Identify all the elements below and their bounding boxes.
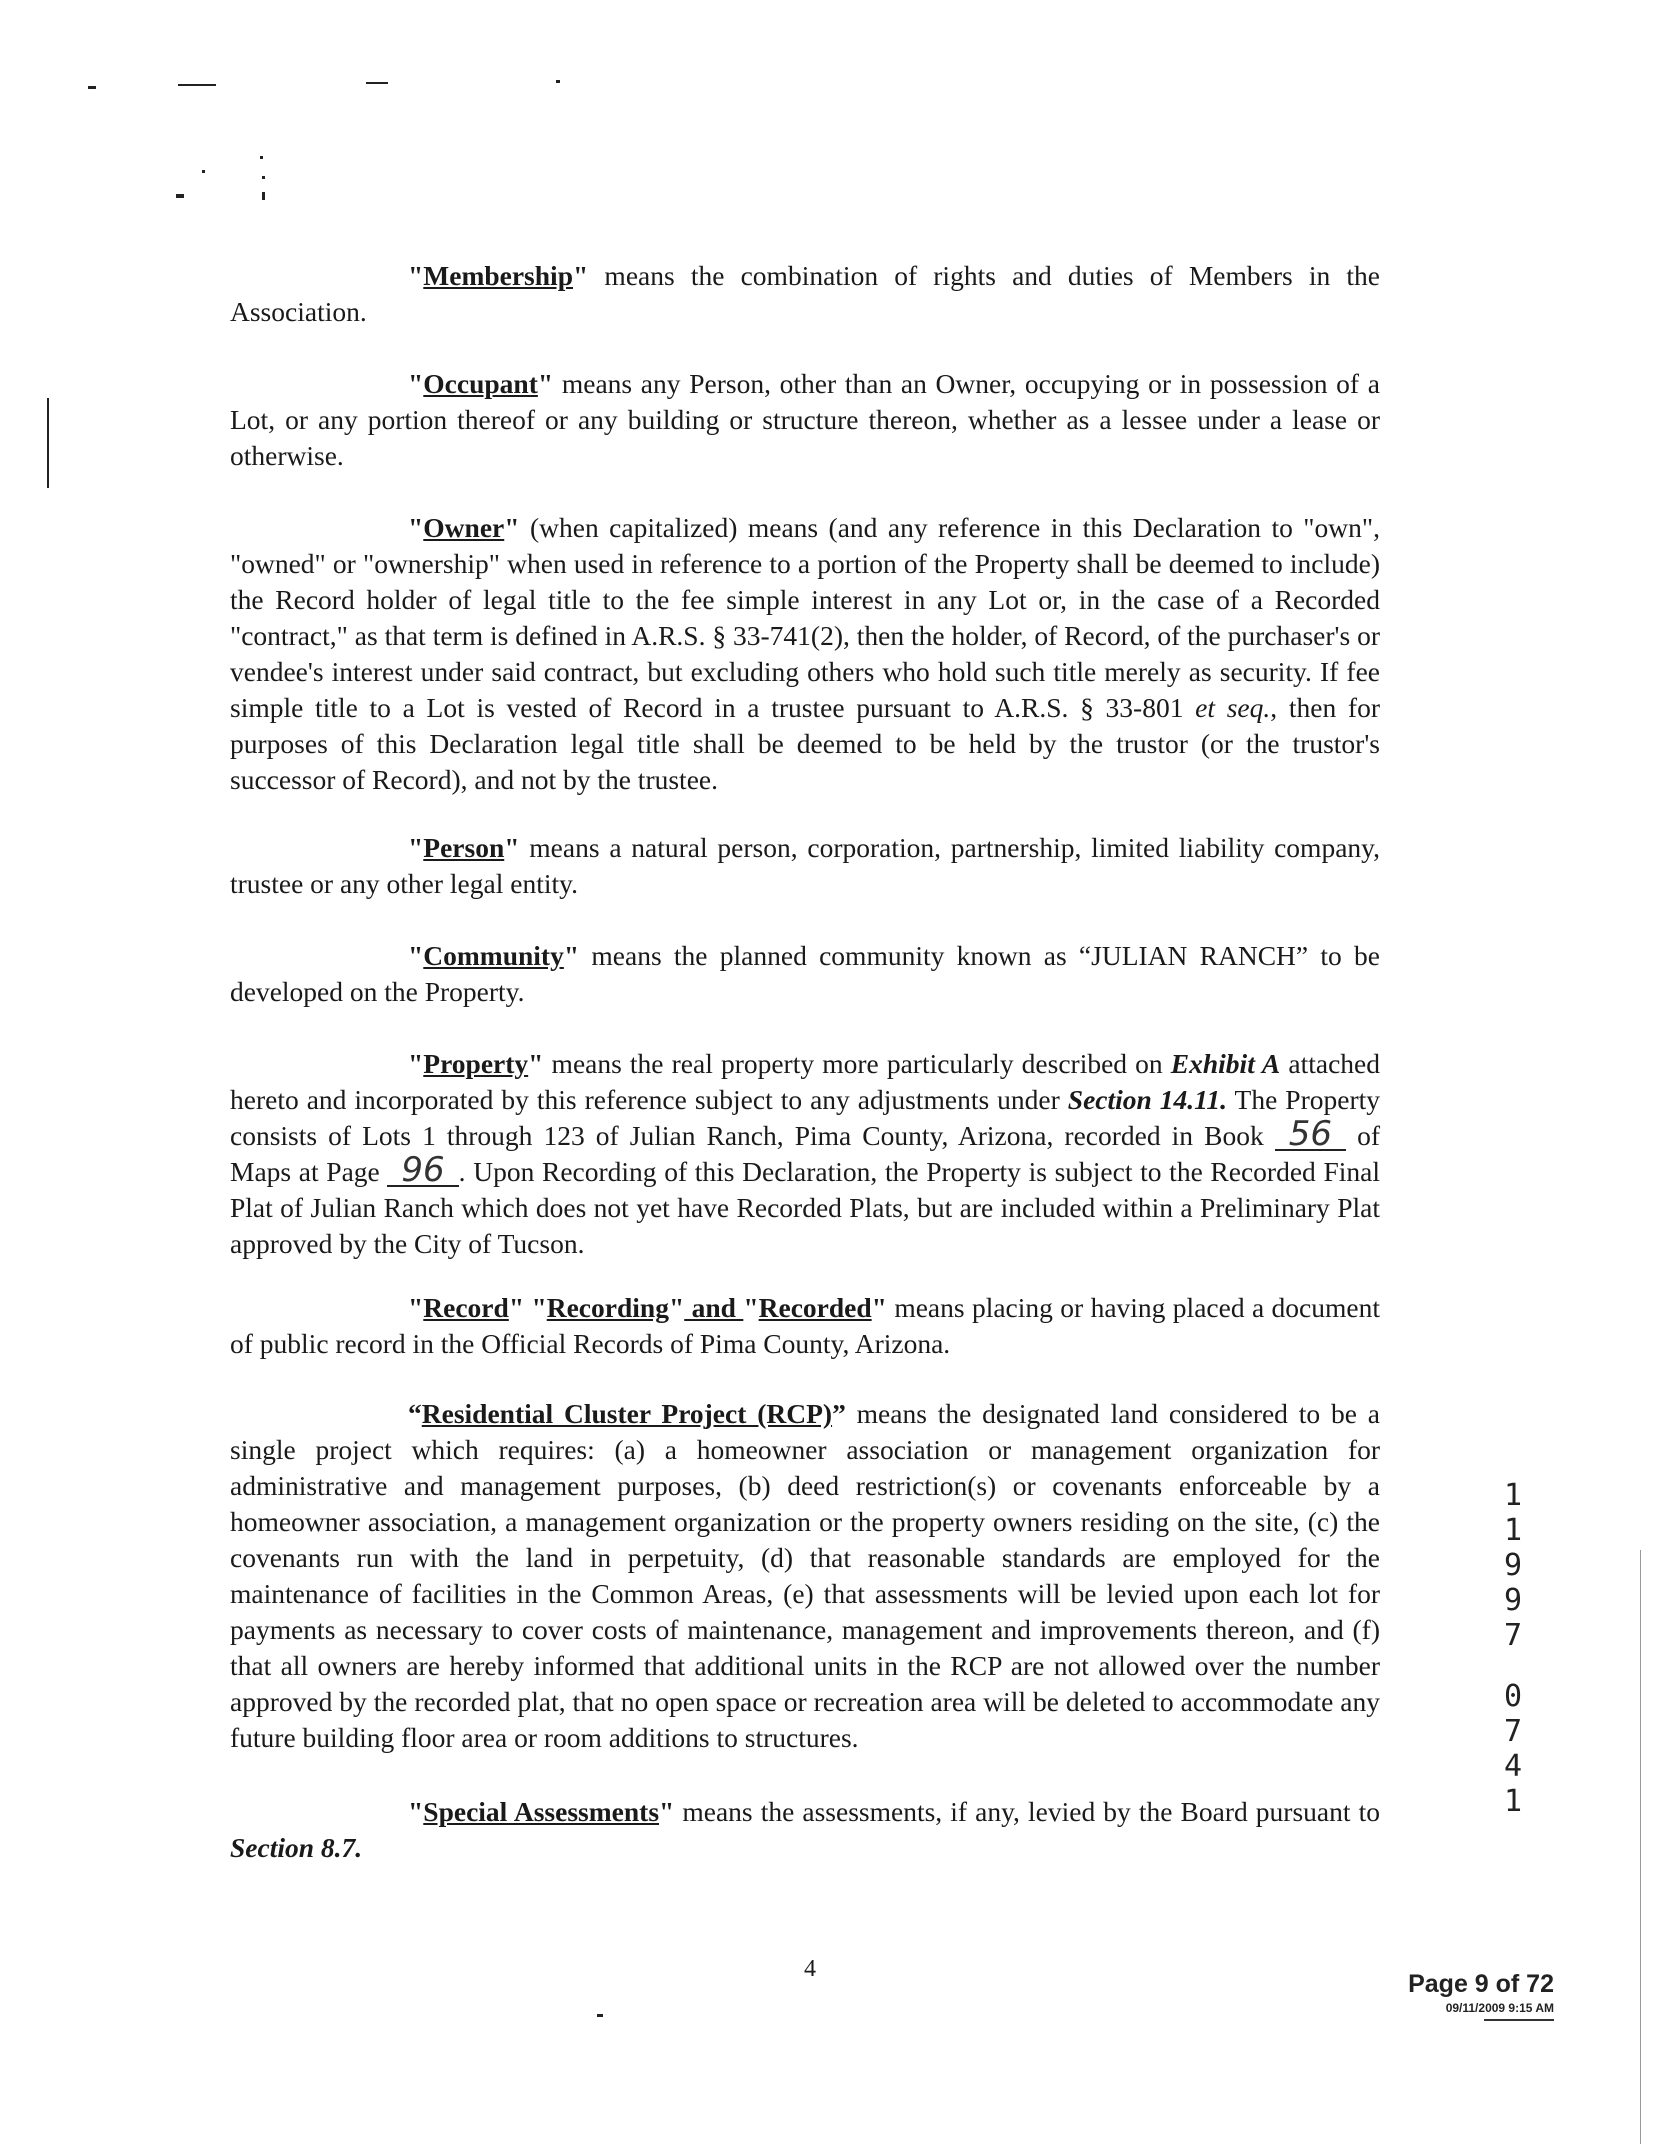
definition-community: "Community" means the planned community known as “JULIAN RANCH” to be developed on the Property.: [230, 940, 1380, 1007]
term-rcp: Residential Cluster Project (RCP): [421, 1398, 833, 1429]
stamp-page-count: Page 9 of 72: [1408, 1970, 1554, 1998]
definition-record: "Record" "Recording" and "Recorded" means placing or having placed a document of public record in the Official Records of Pima County, Arizona.: [230, 1292, 1380, 1359]
recording-number-vertical: 1 1 9 9 7 0 7 4 1: [1503, 1478, 1523, 1819]
handwritten-book-number: 56: [1275, 1119, 1346, 1151]
definition-person: "Person" means a natural person, corporation, partnership, limited liability company, trustee or any other legal entity.: [230, 832, 1380, 899]
term-property: Property: [423, 1048, 529, 1079]
scan-artifact: [556, 80, 560, 83]
scan-artifact: [366, 82, 388, 84]
term-owner: Owner: [423, 512, 505, 543]
term-occupant: Occupant: [423, 368, 538, 399]
term-recording: Recording: [546, 1292, 669, 1323]
definition-occupant: "Occupant" means any Person, other than an Owner, occupying or in possession of a Lot, or any portion thereof or any building or structure thereon, whether as a lessee under a lease or otherwise.: [230, 368, 1380, 471]
scan-artifact: [178, 84, 216, 86]
scan-artifact: [202, 170, 205, 173]
definition-owner: "Owner" (when capitalized) means (and any reference in this Declaration to "own", "owned" or "ownership" when used in reference to a portion of the Property shall be deemed to include) the Record holder of legal title to the fee simple interest in any Lot or, in the case of a Recorded "contract," as that term is defined in A.R.S. § 33-741(2), then the holder, of Record, of the purchaser's or vendee's interest under said contract, but excluding others who hold such title merely as security. If fee simple title to a Lot is vested of Record in a trustee pursuant to A.R.S. § 33-801 et seq., then for purposes of this Declaration legal title shall be deemed to be held by the trustor (or the trustor's successor of Record), and not by the trustee.: [230, 512, 1380, 795]
scan-artifact: [88, 86, 96, 89]
revision-bar: [47, 398, 49, 488]
term-special-assessments: Special Assessments: [423, 1796, 660, 1827]
definition-membership: "Membership" means the combination of rights and duties of Members in the Association.: [230, 260, 1380, 327]
stamp-underline: [1484, 2019, 1554, 2021]
term-recorded: Recorded: [758, 1292, 872, 1323]
definition-rcp: “Residential Cluster Project (RCP)” means the designated land considered to be a single project which requires: (a) a homeowner association or management organization for administrative and management purposes, (b) deed restriction(s) or covenants enforceable by a homeowner association, a management organization or the property owners residing on the site, (c) the covenants run with the land in perpetuity, (d) that reasonable standards are employed for the maintenance of facilities in the Common Areas, (e) that assessments will be levied upon each lot for payments as necessary to cover costs of maintenance, management and improvements thereon, and (f) that all owners are hereby informed that additional units in the RCP are not allowed over the number approved by the recorded plat, that no open space or recreation area will be deleted to accommodate any future building floor area or room additions to structures.: [230, 1398, 1381, 1753]
handwritten-page-number: 96: [387, 1155, 458, 1187]
page-number: 4: [804, 1956, 816, 1982]
term-person: Person: [423, 832, 505, 863]
scan-artifact: [597, 2014, 603, 2017]
definition-special-assessments: "Special Assessments" means the assessments, if any, levied by the Board pursuant to Section 8.7.: [230, 1796, 1380, 1863]
definition-property: "Property" means the real property more particularly described on Exhibit A attached hereto and incorporated by this reference subject to any adjustments under Section 14.11. The Property consists of Lots 1 through 123 of Julian Ranch, Pima County, Arizona, recorded in Book 56 of Maps at Page 96 . Upon Recording of this Declaration, the Property is subject to the Recorded Final Plat of Julian Ranch which does not yet have Recorded Plats, but are included within a Preliminary Plat approved by the City of Tucson.: [230, 1048, 1380, 1259]
scan-artifact: [260, 156, 263, 159]
term-membership: Membership: [423, 260, 573, 291]
stamp-datetime: 09/11/2009 9:15 AM: [1445, 2001, 1554, 2015]
scan-artifact: [262, 176, 265, 179]
scan-artifact: [262, 192, 265, 200]
term-community: Community: [423, 940, 564, 971]
recording-stamp: [1378, 1970, 1554, 2021]
scan-artifact: [176, 194, 184, 198]
term-record: Record: [423, 1292, 509, 1323]
scan-artifact: [1640, 1550, 1641, 2144]
